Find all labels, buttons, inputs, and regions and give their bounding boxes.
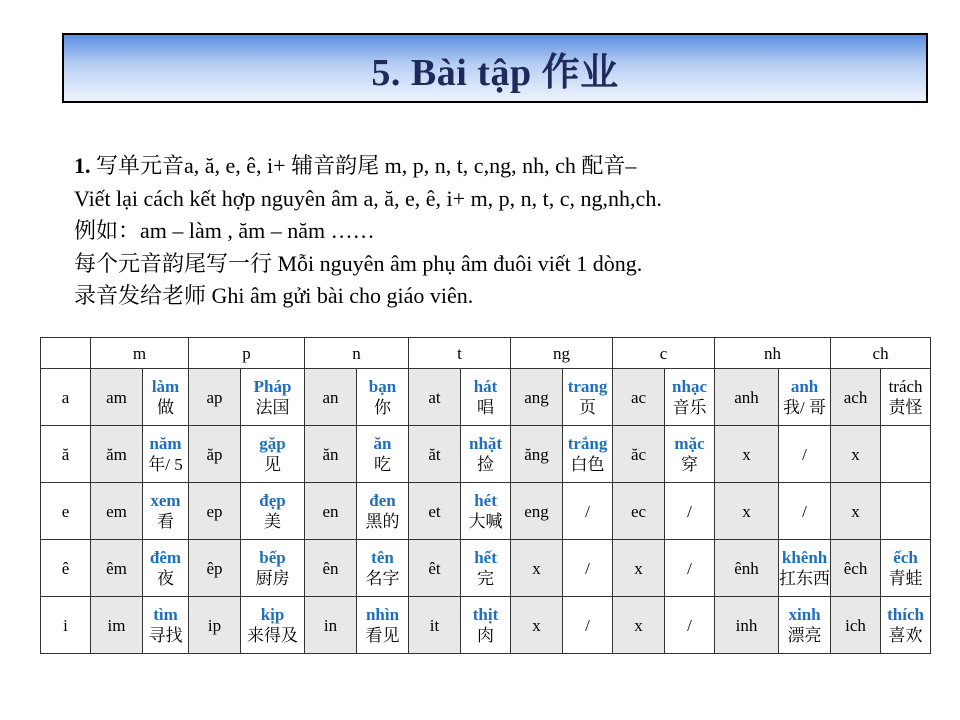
header-ending-cell: t [409, 338, 511, 369]
example-cell [461, 426, 511, 483]
rhyme-cell: ênh [715, 540, 779, 597]
example-cell [241, 483, 305, 540]
example-cell [143, 426, 189, 483]
rhyme-cell: at [409, 369, 461, 426]
example-cell [779, 540, 831, 597]
example-word: kịp [260, 605, 285, 624]
rhyme-cell: x [715, 426, 779, 483]
example-cell [357, 597, 409, 654]
example-word: đẹp [259, 491, 286, 510]
example-word: trắng [567, 434, 608, 453]
header-ending-cell: nh [715, 338, 831, 369]
header-ending-cell: ch [831, 338, 931, 369]
example-word: năm [149, 434, 182, 453]
rhyme-cell: ich [831, 597, 881, 654]
rhyme-cell: ăp [189, 426, 241, 483]
example-cell [461, 369, 511, 426]
example-cell [779, 597, 831, 654]
example-meaning: 穿 [681, 455, 699, 474]
example-meaning: 完 [477, 569, 495, 588]
header-ending-cell: m [91, 338, 189, 369]
example-word: ăn [373, 434, 392, 453]
example-word: bạn [368, 377, 397, 396]
example-cell [241, 369, 305, 426]
example-word: xem [150, 491, 181, 510]
table-row [41, 426, 931, 483]
rhyme-cell: ec [613, 483, 665, 540]
rhyme-cell: x [715, 483, 779, 540]
example-word: ếch [893, 548, 918, 567]
rhyme-cell: ap [189, 369, 241, 426]
example-meaning: 年/ 5 [148, 455, 183, 474]
example-cell [143, 483, 189, 540]
rhyme-cell: im [91, 597, 143, 654]
example-cell [357, 483, 409, 540]
example-meaning: 吃 [374, 455, 392, 474]
slide-title: 5. Bài tập 作业 [371, 51, 619, 94]
rhyme-cell: et [409, 483, 461, 540]
example-meaning: 做 [157, 398, 174, 417]
example-word: hát [473, 377, 498, 396]
header-ending-cell: p [189, 338, 305, 369]
rhyme-cell: êch [831, 540, 881, 597]
instruction-line-2: Viết lại cách kết hợp nguyên âm a, ă, e, ê, i+ m, p, n, t, c, ng,nh,ch. [74, 185, 662, 211]
placeholder-cell: / [779, 426, 831, 483]
example-meaning: 漂亮 [787, 626, 822, 645]
example-cell [461, 597, 511, 654]
example-cell [357, 540, 409, 597]
rhyme-cell: ep [189, 483, 241, 540]
example-meaning: 音乐 [672, 398, 707, 417]
placeholder-cell: / [665, 483, 715, 540]
example-word: làm [151, 377, 180, 396]
rhyme-cell: x [831, 426, 881, 483]
example-word: tìm [153, 605, 178, 624]
table-row [41, 540, 931, 597]
rhyme-cell: am [91, 369, 143, 426]
rhyme-cell: ăng [511, 426, 563, 483]
example-word: trang [567, 377, 608, 396]
vowel-cell: i [41, 597, 91, 654]
instruction-line-5: 录音发给老师 Ghi âm gửi bài cho giáo viên. [74, 283, 474, 308]
example-cell [779, 369, 831, 426]
rhyme-cell: en [305, 483, 357, 540]
placeholder-cell [881, 483, 931, 540]
example-word: anh [790, 377, 819, 396]
rhyme-cell: ên [305, 540, 357, 597]
example-meaning: 白色 [570, 455, 605, 474]
example-meaning: 法国 [255, 398, 290, 417]
rhyme-cell: eng [511, 483, 563, 540]
example-cell [665, 369, 715, 426]
rhyme-cell: ac [613, 369, 665, 426]
example-word: nhìn [365, 605, 400, 624]
placeholder-cell: / [563, 540, 613, 597]
example-cell [563, 426, 613, 483]
example-word: thích [887, 605, 924, 624]
rhyme-cell: x [613, 540, 665, 597]
example-meaning: 夜 [157, 569, 174, 588]
example-meaning: 来得及 [247, 626, 299, 645]
example-meaning: 看 [157, 512, 174, 531]
example-word: Pháp [253, 377, 292, 396]
example-word: mặc [674, 434, 705, 453]
example-meaning: 寻找 [148, 626, 183, 645]
example-meaning: 见 [264, 455, 282, 474]
example-word: trách [888, 377, 923, 396]
header-ending-cell: ng [511, 338, 613, 369]
example-meaning: 大喊 [468, 512, 503, 531]
example-cell [143, 369, 189, 426]
placeholder-cell: / [665, 540, 715, 597]
rhyme-cell: ip [189, 597, 241, 654]
example-word: hết [474, 548, 497, 567]
vowel-cell: ê [41, 540, 91, 597]
rhyme-cell: an [305, 369, 357, 426]
example-cell [241, 426, 305, 483]
table-header-row [41, 338, 931, 369]
exercise-number: 1. [74, 153, 91, 178]
table-row [41, 369, 931, 426]
example-meaning: 你 [374, 398, 392, 417]
rhyme-cell: ăt [409, 426, 461, 483]
example-word: đen [369, 491, 396, 510]
example-meaning: 我/ 哥 [783, 398, 827, 417]
example-meaning: 责怪 [888, 398, 923, 417]
instruction-line-1-text: 写单元音a, ă, e, ê, i+ 辅音韵尾 m, p, n, t, c,ng, nh, ch 配音– [90, 153, 637, 178]
example-cell [461, 540, 511, 597]
example-meaning: 捡 [477, 455, 495, 474]
example-word: nhặt [468, 434, 503, 453]
example-cell [357, 426, 409, 483]
example-word: gặp [259, 434, 286, 453]
example-cell [357, 369, 409, 426]
exercise-instructions [74, 150, 934, 313]
example-cell [881, 540, 931, 597]
placeholder-cell: / [563, 597, 613, 654]
rhyme-cell: êt [409, 540, 461, 597]
rhyme-cell: ăm [91, 426, 143, 483]
instruction-line-4: 每个元音韵尾写一行 Mỗi nguyên âm phụ âm đuôi viết 1 dòng. [74, 250, 643, 276]
example-meaning: 看见 [365, 626, 400, 645]
vowel-cell: a [41, 369, 91, 426]
example-cell [143, 597, 189, 654]
rhyme-cell: it [409, 597, 461, 654]
example-cell [241, 540, 305, 597]
rhyme-cell: x [511, 597, 563, 654]
header-ending-cell: c [613, 338, 715, 369]
rhyme-cell: êp [189, 540, 241, 597]
rhyme-cell: em [91, 483, 143, 540]
rhyme-cell: ăc [613, 426, 665, 483]
example-cell [881, 369, 931, 426]
rhyme-cell: ang [511, 369, 563, 426]
example-meaning: 青蛙 [888, 569, 923, 588]
rhyme-cell: x [613, 597, 665, 654]
table-row [41, 597, 931, 654]
placeholder-cell: / [665, 597, 715, 654]
example-word: bếp [259, 548, 286, 567]
example-word: thịt [472, 605, 499, 624]
header-corner [41, 338, 91, 369]
example-meaning: 唱 [477, 398, 495, 417]
rhyme-cell: in [305, 597, 357, 654]
title-banner [62, 33, 928, 103]
example-cell [241, 597, 305, 654]
vowel-cell: ă [41, 426, 91, 483]
example-word: khênh [781, 548, 828, 567]
rhyme-cell: ăn [305, 426, 357, 483]
example-word: hét [474, 491, 497, 510]
example-word: tên [371, 548, 394, 567]
vowel-cell: e [41, 483, 91, 540]
header-ending-cell: n [305, 338, 409, 369]
example-word: xinh [788, 605, 821, 624]
example-meaning: 黑的 [365, 512, 400, 531]
placeholder-cell: / [779, 483, 831, 540]
example-meaning: 名字 [365, 569, 400, 588]
rhyme-cell: êm [91, 540, 143, 597]
example-meaning: 美 [264, 512, 282, 531]
rhyme-cell: anh [715, 369, 779, 426]
example-cell [461, 483, 511, 540]
rhyme-cell: x [831, 483, 881, 540]
instruction-line-3: 例如：am – làm , ăm – năm …… [74, 218, 375, 243]
example-cell [143, 540, 189, 597]
vowel-ending-table [40, 337, 931, 654]
placeholder-cell: / [563, 483, 613, 540]
example-meaning: 肉 [477, 626, 495, 645]
instruction-line-1 [74, 150, 934, 183]
example-meaning: 喜欢 [888, 626, 923, 645]
example-cell [665, 426, 715, 483]
example-cell [563, 369, 613, 426]
example-meaning: 厨房 [255, 569, 290, 588]
rhyme-cell: inh [715, 597, 779, 654]
example-cell [881, 597, 931, 654]
example-meaning: 扛东西 [779, 569, 831, 588]
placeholder-cell [881, 426, 931, 483]
table-row [41, 483, 931, 540]
rhyme-cell: ach [831, 369, 881, 426]
example-word: nhạc [672, 377, 708, 396]
rhyme-cell: x [511, 540, 563, 597]
example-word: đêm [149, 548, 182, 567]
example-meaning: 页 [579, 398, 597, 417]
